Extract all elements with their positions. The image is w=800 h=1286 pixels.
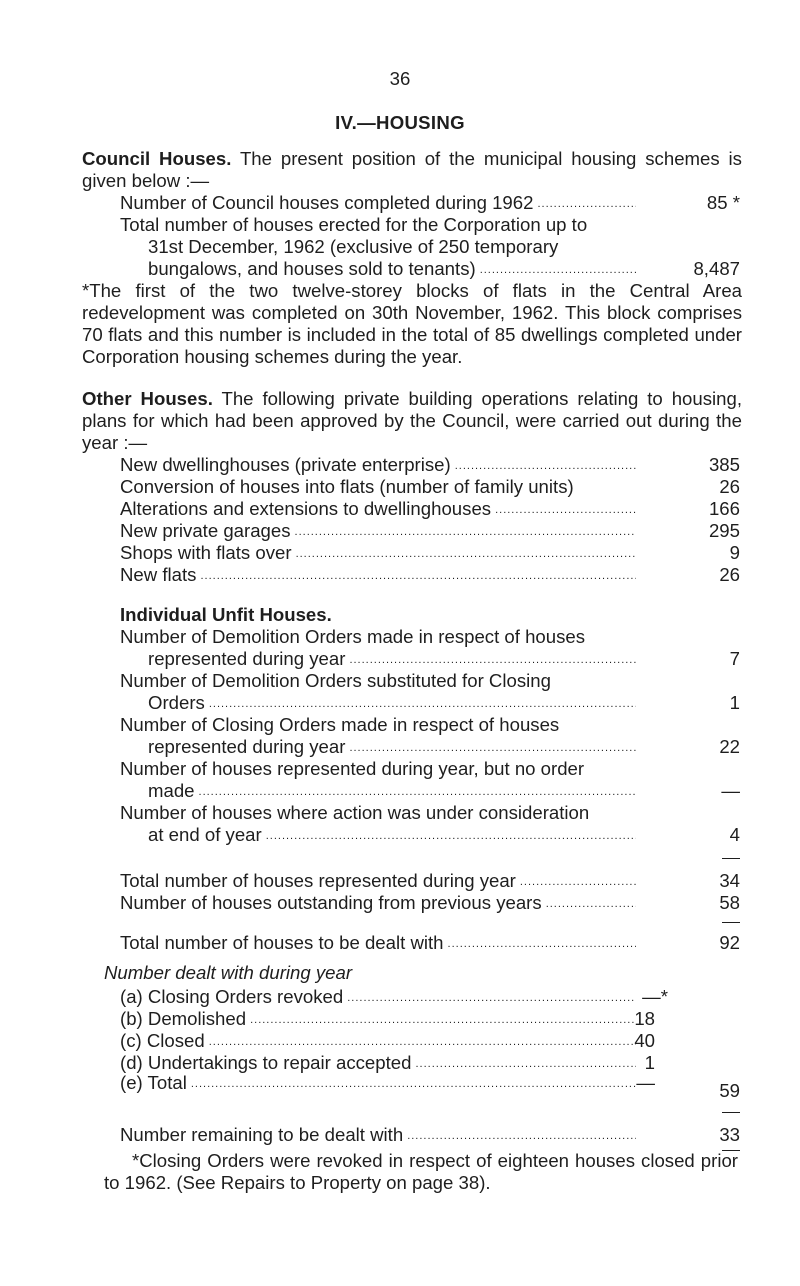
other-houses-heading: Other Houses. bbox=[82, 388, 213, 409]
outstanding-value: 58 bbox=[719, 892, 740, 913]
remaining-row: Number remaining to be dealt with ..... bbox=[120, 1124, 640, 1146]
dealt-item-row: (a) Closing Orders revoked ..... bbox=[120, 986, 640, 1008]
council-total-line1: Total number of houses erected for the Corporation up to bbox=[120, 214, 588, 235]
unfit-houses-heading: Individual Unfit Houses. bbox=[120, 604, 332, 625]
closing-orders-footnote: *Closing Orders were revoked in respect of eighteen houses closed prior to 1962. (See Repairs to Property on page 38). bbox=[104, 1150, 738, 1193]
other-houses-intro bbox=[82, 388, 742, 454]
outstanding-row: Number of houses outstanding from previous years ..... bbox=[120, 892, 640, 914]
other-row: New dwellinghouses (private enterprise) ..... bbox=[120, 454, 640, 476]
unfit-row-line1: Number of Demolition Orders substituted for Closing bbox=[120, 670, 551, 691]
council-completed-value: 85 * bbox=[706, 192, 740, 213]
total-dealt-row: Total number of houses to be dealt with ..... bbox=[120, 932, 640, 954]
dealt-item-value: 1 bbox=[644, 1052, 655, 1073]
sum-rule bbox=[722, 858, 740, 859]
unfit-value: 7 bbox=[729, 648, 740, 669]
dealt-item-value: —* bbox=[642, 986, 668, 1007]
dealt-item-value: 40 bbox=[634, 1030, 655, 1051]
unfit-row-line1: Number of Closing Orders made in respect of houses bbox=[120, 714, 560, 735]
council-houses-intro-text: The present position of the municipal housing schemes is given below :— bbox=[82, 148, 742, 191]
dealt-item-value: — bbox=[636, 1072, 655, 1093]
unfit-row: represented during year ..... bbox=[148, 736, 640, 758]
council-completed-row: Number of Council houses completed during 1962 ..... bbox=[120, 192, 640, 214]
unfit-row-line1: Number of houses where action was under consideration bbox=[120, 802, 590, 823]
total-represented-value: 34 bbox=[719, 870, 740, 891]
sum-rule bbox=[722, 922, 740, 923]
remaining-value: 33 bbox=[719, 1124, 740, 1145]
unfit-value: — bbox=[721, 780, 740, 801]
other-row: New flats ..... bbox=[120, 564, 640, 586]
unfit-row: represented during year ..... bbox=[148, 648, 640, 670]
dealt-item-row: (c) Closed ..... bbox=[120, 1030, 640, 1052]
sum-rule bbox=[722, 1112, 740, 1113]
other-houses-intro-text: The following private building operations relating to housing, plans for which had been approved by the Council, were carried out during the year :— bbox=[82, 388, 742, 453]
dealt-heading: Number dealt with during year bbox=[104, 962, 353, 983]
other-row: Alterations and extensions to dwellinghouses ..... bbox=[120, 498, 640, 520]
unfit-row: Orders ..... bbox=[148, 692, 640, 714]
other-value: 26 bbox=[719, 476, 740, 497]
council-total-row: bungalows, and houses sold to tenants) ..... bbox=[148, 258, 640, 280]
other-value: 385 bbox=[708, 454, 740, 475]
unfit-value: 22 bbox=[719, 736, 740, 757]
section-title: IV.—HOUSING bbox=[335, 112, 465, 133]
dealt-item-value: 18 bbox=[634, 1008, 655, 1029]
other-row: Shops with flats over ..... bbox=[120, 542, 640, 564]
dealt-item-row: (b) Demolished ..... bbox=[120, 1008, 640, 1030]
other-value: 166 bbox=[708, 498, 740, 519]
unfit-row: at end of year ..... bbox=[148, 824, 640, 846]
unfit-row-line1: Number of houses represented during year, but no order bbox=[120, 758, 585, 779]
council-houses-heading: Council Houses. bbox=[82, 148, 232, 169]
other-row: New private garages ..... bbox=[120, 520, 640, 542]
dealt-total-value: 59 bbox=[719, 1080, 740, 1101]
total-dealt-value: 92 bbox=[719, 932, 740, 953]
other-value: 295 bbox=[708, 520, 740, 541]
council-houses-intro bbox=[82, 148, 742, 192]
total-represented-row: Total number of houses represented during year ..... bbox=[120, 870, 640, 892]
other-value: 9 bbox=[729, 542, 740, 563]
dealt-item-row: (d) Undertakings to repair accepted ..... bbox=[120, 1052, 640, 1074]
page-number: 36 bbox=[389, 68, 411, 89]
unfit-value: 4 bbox=[729, 824, 740, 845]
council-total-line2: 31st December, 1962 (exclusive of 250 temporary bbox=[148, 236, 559, 257]
council-footnote: *The first of the two twelve-storey blocks of flats in the Central Area redevelopment was completed on 30th November, 1962. This block comprises 70 flats and this number is included in the total of 85 dwellings completed under Corporation housing schemes during the year. bbox=[82, 280, 742, 367]
unfit-row-line1: Number of Demolition Orders made in respect of houses bbox=[120, 626, 586, 647]
other-row: Conversion of houses into flats (number of family units) bbox=[120, 476, 574, 497]
dealt-item-row: (e) Total ..... bbox=[120, 1072, 640, 1094]
council-total-value: 8,487 bbox=[693, 258, 740, 279]
unfit-value: 1 bbox=[729, 692, 740, 713]
other-value: 26 bbox=[719, 564, 740, 585]
unfit-row: made ..... bbox=[148, 780, 640, 802]
